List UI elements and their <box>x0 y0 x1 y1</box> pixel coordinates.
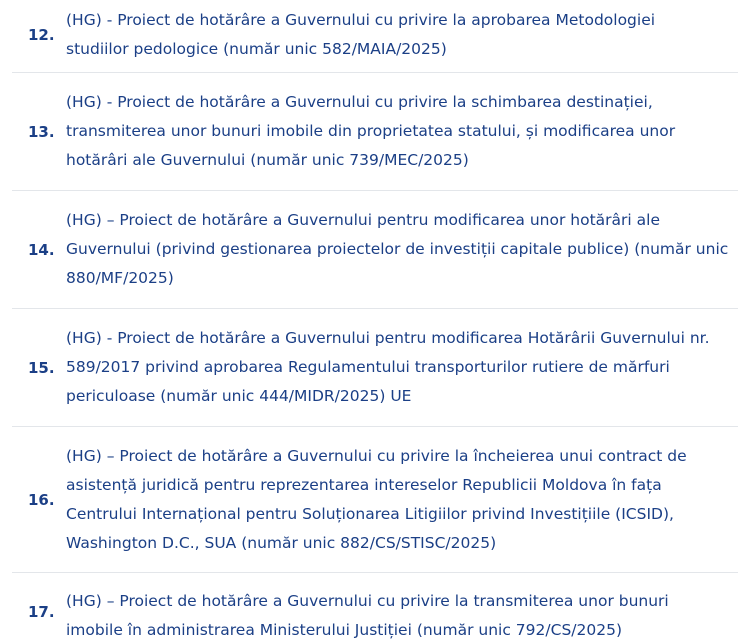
item-link[interactable]: (HG) - Proiect de hotărâre a Guvernului pentru modificarea Hotărârii Guvernului nr. 589/2017 privind aprobarea Regulamentului transporturilor rutiere de mărfuri periculoase (număr unic 444/MIDR/2025) UE <box>66 329 710 405</box>
item-link[interactable]: (HG) – Proiect de hotărâre a Guvernului cu privire la încheierea unui contract de asistență juridică pentru reprezentarea intereselor Republicii Moldova în fața Centrului Internațional pentru Soluționarea Litigiilor privind Investițiile (ICSID), Washington D.C., SUA (număr unic 882/CS/STISC/2025) <box>66 446 687 552</box>
list-item <box>12 427 738 573</box>
item-number: 16. <box>28 490 55 509</box>
item-link[interactable]: (HG) - Proiect de hotărâre a Guvernului cu privire la schimbarea destinației, transmiterea unor bunuri imobile din proprietatea statului, și modificarea unor hotărâri ale Guvernului (număr unic 739/MEC/2025) <box>66 93 676 169</box>
item-number: 15. <box>28 358 55 377</box>
list-item <box>12 309 738 427</box>
item-number: 17. <box>28 603 55 621</box>
list-item <box>12 73 738 191</box>
item-link[interactable]: (HG) - Proiect de hotărâre a Guvernului cu privire la aprobarea Metodologiei studiilor pedologice (număr unic 582/MAIA/2025) <box>66 10 656 58</box>
item-number: 13. <box>28 122 55 141</box>
item-title <box>66 206 738 293</box>
item-number: 12. <box>28 25 55 44</box>
item-link[interactable]: (HG) – Proiect de hotărâre a Guvernului cu privire la transmiterea unor bunuri imobile în administrarea Ministerului Justiției (număr unic 792/CS/2025) <box>66 592 669 639</box>
list-item <box>12 573 738 639</box>
item-link[interactable]: (HG) – Proiect de hotărâre a Guvernului pentru modificarea unor hotărâri ale Guvernului (privind gestionarea proiectelor de investiții capitale publice) (număr unic 880/MF/2025) <box>66 211 729 287</box>
item-title <box>66 442 738 558</box>
item-title <box>66 88 738 175</box>
item-title <box>66 587 738 639</box>
list-item <box>12 191 738 309</box>
item-title <box>66 6 738 64</box>
item-number: 14. <box>28 240 55 259</box>
list-item <box>12 0 738 73</box>
item-title <box>66 324 738 411</box>
